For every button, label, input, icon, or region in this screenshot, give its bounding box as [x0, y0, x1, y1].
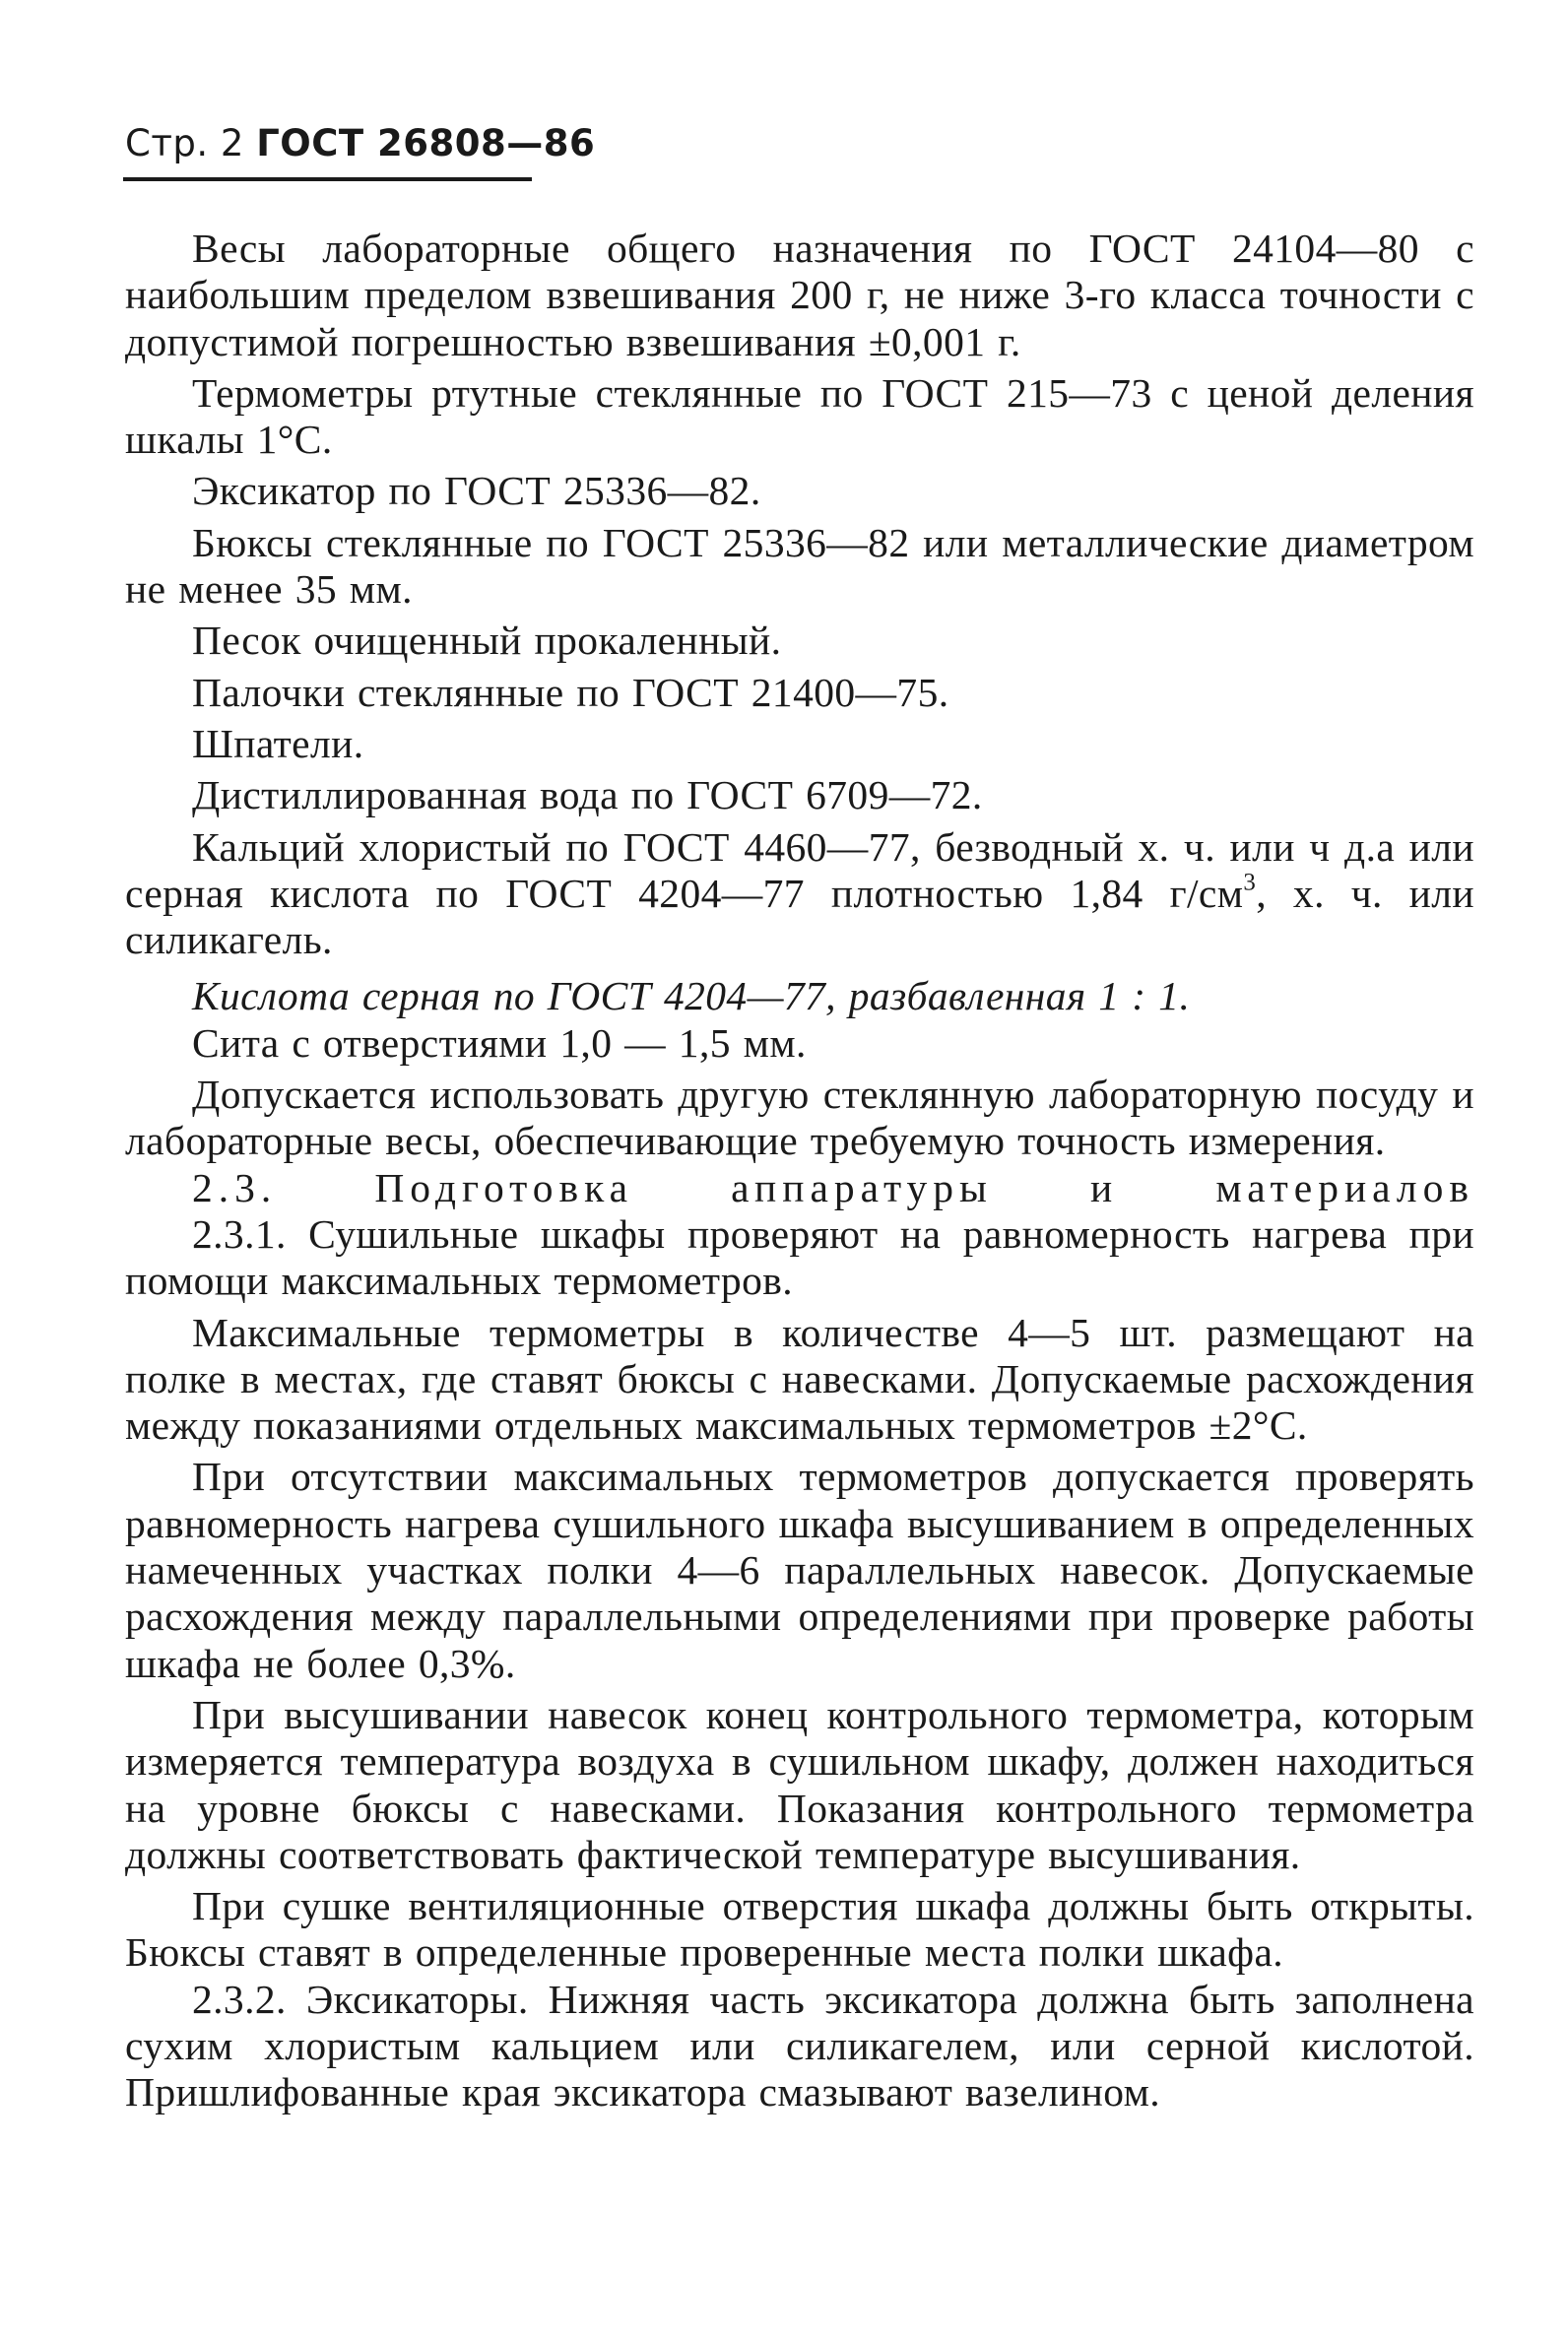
section-heading-preparation: 2.3. Подготовка аппаратуры и материалов	[192, 1164, 1474, 1210]
paragraph-sand: Песок очищенный прокаленный.	[192, 618, 782, 664]
paragraph-glass-rods: Палочки стеклянные по ГОСТ 21400—75.	[192, 669, 949, 715]
paragraph-ventilation: При сушке вентиляционные отверстия шкафа должны быть открыты. Бюксы ставят в определенные проверенные места полки шкафа.	[125, 1883, 1474, 1976]
page-header	[125, 122, 595, 164]
document-body	[125, 226, 1474, 2116]
paragraph-drying-ovens: 2.3.1. Сушильные шкафы проверяют на равномерность нагрева при помощи максимальных термометров.	[125, 1210, 1474, 1304]
header-rule	[123, 177, 532, 181]
paragraph-spatulas: Шпатели.	[192, 720, 364, 766]
paragraph-thermometers: Термометры ртутные стеклянные по ГОСТ 215—73 с ценой деления шкалы 1°С.	[125, 369, 1474, 463]
paragraph-no-thermometers: При отсутствии максимальных термометров допускается проверять равномерность нагрева сушильного шкафа высушиванием в определенных намеченных участках полки 4—6 параллельных навесок. Допускаемые расхождения между параллельными определениями при проверке работы шкафа не более 0,3%.	[125, 1454, 1474, 1686]
paragraph-desiccators: 2.3.2. Эксикаторы. Нижняя часть эксикатора должна быть заполнена сухим хлористым кальцием или силикагелем, или серной кислотой. Пришлифованные края эксикатора смазывают вазелином.	[125, 1976, 1474, 2115]
paragraph-calcium-chloride	[125, 824, 1474, 964]
page-number: Стр. 2	[125, 122, 244, 164]
cubic-superscript: 3	[1243, 869, 1257, 896]
paragraph-other-equipment: Допускается использовать другую стеклянную лабораторную посуду и лабораторные весы, обеспечивающие требуемую точность измерения.	[125, 1072, 1474, 1164]
paragraph-control-thermometer: При высушивании навесок конец контрольного термометра, которым измеряется температура воздуха в сушильном шкафу, должен находиться на уровне бюксы с навесками. Показания контрольного термометра должны соответствовать фактической температуре высушивания.	[125, 1691, 1474, 1877]
paragraph-max-thermometers: Максимальные термометры в количестве 4—5 шт. размещают на полке в местах, где ставят бюксы с навесками. Допускаемые расхождения между показаниями отдельных максимальных термометров ±2°С.	[125, 1309, 1474, 1449]
calcium-text-end: , х. ч. или силикагель.	[125, 870, 1474, 963]
paragraph-desiccator: Эксикатор по ГОСТ 25336—82.	[192, 468, 761, 514]
paragraph-sulfuric-acid: Кислота серная по ГОСТ 4204—77, разбавленная 1 : 1.	[192, 973, 1191, 1019]
standard-number: ГОСТ 26808—86	[256, 122, 596, 164]
paragraph-scales: Весы лабораторные общего назначения по ГОСТ 24104—80 с наибольшим пределом взвешивания 200 г, не ниже 3-го класса точности с допустимой погрешностью взвешивания ±0,001 г.	[125, 226, 1474, 364]
calcium-text: Кальций хлористый по ГОСТ 4460—77, безводный х. ч. или ч д.а или серная кислота по ГОСТ 4204—77 плотностью 1,84 г/см	[125, 823, 1474, 916]
paragraph-distilled-water: Дистиллированная вода по ГОСТ 6709—72.	[192, 772, 983, 818]
paragraph-sieves: Сита с отверстиями 1,0 — 1,5 мм.	[192, 1019, 807, 1066]
paragraph-weighing-bottles: Бюксы стеклянные по ГОСТ 25336—82 или металлические диаметром не менее 35 мм.	[125, 519, 1474, 613]
